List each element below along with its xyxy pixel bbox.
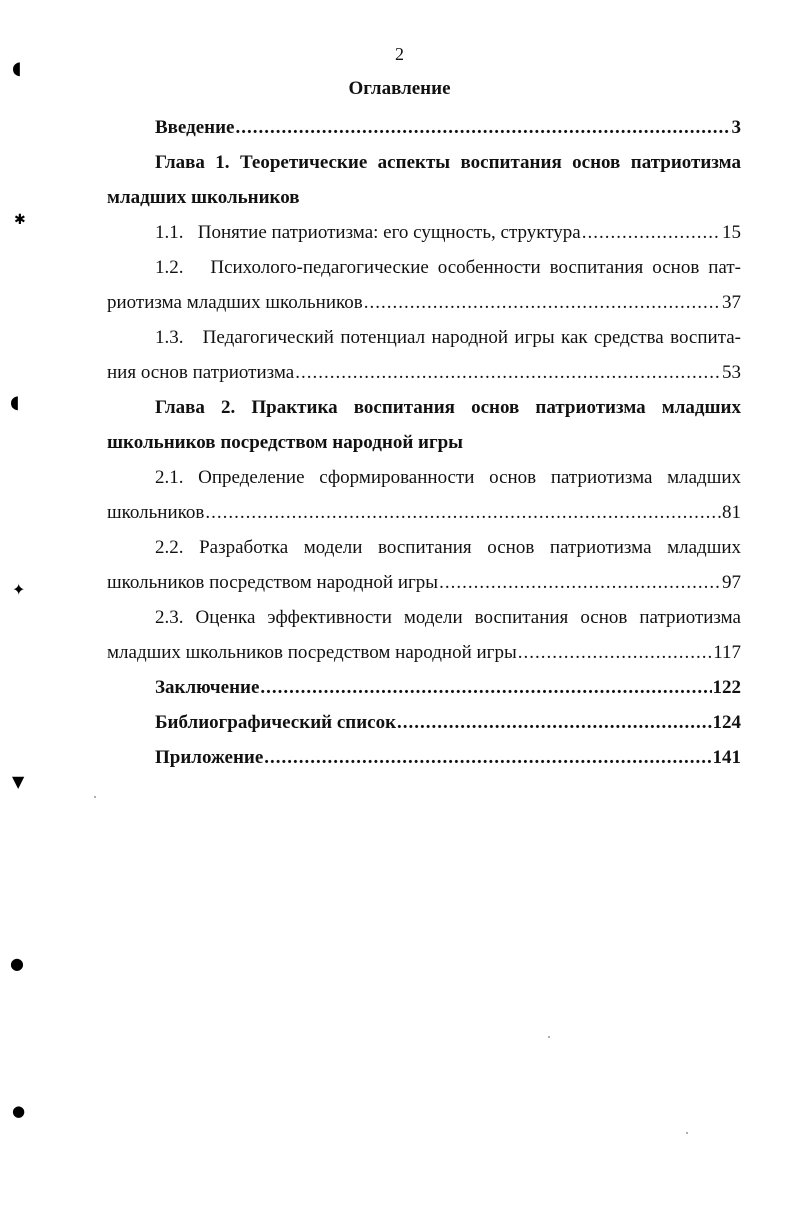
leader-dots xyxy=(397,705,711,740)
toc-entry-label-line: 1.2. Психолого-педагогические особенности воспитания основ пат- xyxy=(155,257,741,278)
leader-dots xyxy=(364,285,721,320)
toc-entry-intro[interactable] xyxy=(107,110,741,145)
toc-entry-label: Введение xyxy=(155,117,235,138)
toc-entry-bibliography[interactable] xyxy=(107,705,741,740)
toc-entry-label-line: 1.3. Педагогический потенциал народной игры как средства воспита- xyxy=(155,327,741,348)
leader-dots xyxy=(518,635,712,670)
binding-hole-mark: ◖ xyxy=(10,392,20,413)
page-number: 2 xyxy=(395,44,404,64)
scan-speck xyxy=(94,796,96,798)
chapter-heading-line: Глава 2. Практика воспитания основ патриотизма младших xyxy=(155,397,741,418)
toc-entry-page: 122 xyxy=(712,677,741,698)
toc-entry-page: 3 xyxy=(731,117,741,138)
leader-dots xyxy=(582,215,721,250)
leader-dots xyxy=(264,740,711,775)
toc-entry-label-line: школьников посредством народной игры xyxy=(107,572,439,593)
toc-entry-page: 141 xyxy=(712,747,741,768)
binding-hole-mark: ▼ xyxy=(12,772,25,791)
toc-entry-appendix[interactable] xyxy=(107,740,741,775)
toc-entry-label: 1.1. Понятие патриотизма: его сущность, структура xyxy=(155,222,581,243)
toc-entry-2-1[interactable] xyxy=(107,460,741,530)
toc-entry-1-1[interactable] xyxy=(107,215,741,250)
chapter-heading-line: Глава 1. Теоретические аспекты воспитания основ патриотизма xyxy=(155,152,741,173)
toc-chapter-1-heading[interactable] xyxy=(107,145,741,215)
toc-entry-page: 15 xyxy=(722,222,741,243)
toc-entry-2-2[interactable] xyxy=(107,530,741,600)
binding-hole-mark: ● xyxy=(12,1102,26,1120)
leader-dots xyxy=(205,495,721,530)
toc-entry-label-line: 2.1. Определение сформированности основ патриотизма младших xyxy=(155,467,741,488)
toc-entry-page: 124 xyxy=(712,712,741,733)
toc-entry-label-line: 2.2. Разработка модели воспитания основ патриотизма младших xyxy=(155,537,741,558)
binding-hole-mark: ● xyxy=(10,954,24,973)
toc-entry-page: 53 xyxy=(722,362,741,383)
chapter-heading-line: младших школьников xyxy=(107,187,300,208)
scan-speck xyxy=(548,1036,550,1038)
leader-dots xyxy=(260,670,711,705)
binding-hole-mark: ✦ xyxy=(12,580,26,599)
toc-entry-label: Заключение xyxy=(155,677,260,698)
toc-entry-label-line: школьников xyxy=(107,502,205,523)
toc-entry-2-3[interactable] xyxy=(107,600,741,670)
toc-entry-label-line: младших школьников посредством народной игры xyxy=(107,642,517,663)
page-title: Оглавление xyxy=(348,78,451,99)
toc-entry-page: 37 xyxy=(722,292,741,313)
toc-chapter-2-heading[interactable] xyxy=(107,390,741,460)
toc-entry-label: Приложение xyxy=(155,747,264,768)
leader-dots xyxy=(439,565,721,600)
toc-entry-conclusion[interactable] xyxy=(107,670,741,705)
scan-speck xyxy=(686,1132,688,1134)
toc-entry-1-2[interactable] xyxy=(107,250,741,320)
toc-entry-page: 81 xyxy=(722,502,741,523)
toc-entry-label-line: риотизма младших школьников xyxy=(107,292,363,313)
toc-entry-1-3[interactable] xyxy=(107,320,741,390)
binding-hole-mark: ◖ xyxy=(12,58,22,79)
chapter-heading-line: школьников посредством народной игры xyxy=(107,432,463,453)
table-of-contents xyxy=(107,110,741,775)
toc-entry-page: 117 xyxy=(713,642,741,663)
toc-entry-page: 97 xyxy=(722,572,741,593)
toc-entry-label-line: ния основ патриотизма xyxy=(107,362,295,383)
leader-dots xyxy=(236,110,731,145)
binding-hole-mark: ✱ xyxy=(14,212,26,228)
toc-entry-label: Библиографический список xyxy=(155,712,397,733)
leader-dots xyxy=(295,355,721,390)
toc-entry-label-line: 2.3. Оценка эффективности модели воспитания основ патриотизма xyxy=(155,607,741,628)
